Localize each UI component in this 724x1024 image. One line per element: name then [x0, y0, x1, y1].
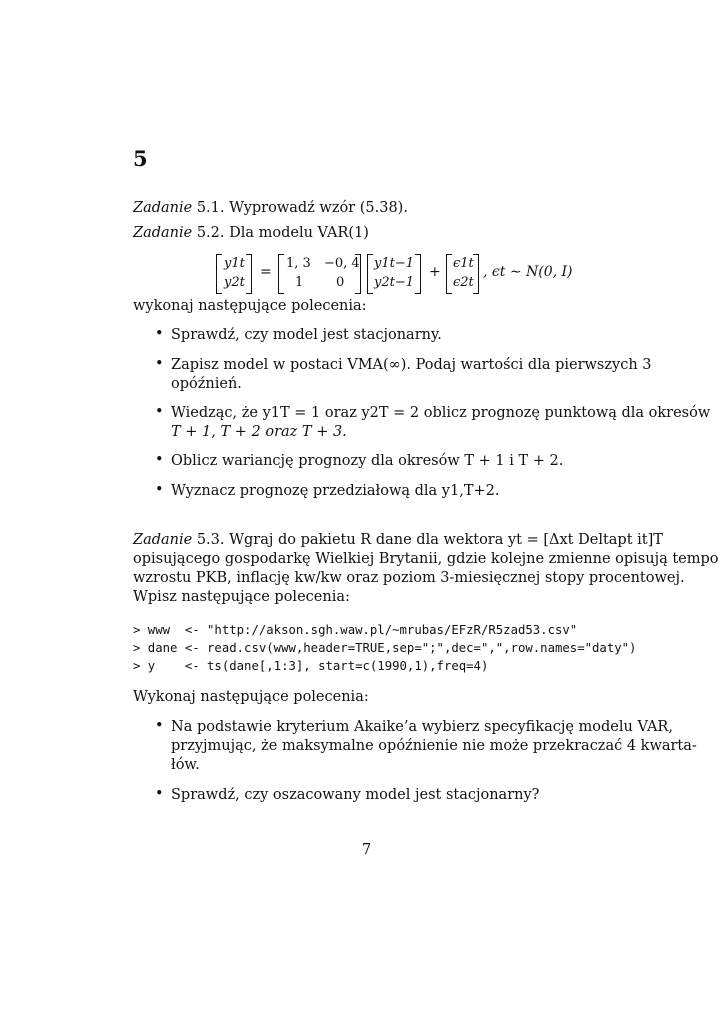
task-5-2: [133, 225, 369, 241]
task-5-3-text: wzrostu PKB, inflację kw/kw oraz poziom 3-miesięcznej stopy procentowej.: [133, 570, 685, 586]
matrix-a11: 1, 3: [286, 256, 311, 271]
bracket-left: [278, 254, 284, 294]
error-e1: ϵ1t: [453, 256, 474, 271]
list-item-text: Sprawdź, czy oszacowany model jest stacjonarny?: [171, 787, 540, 803]
matrix-a12: −0, 4: [324, 256, 360, 271]
task-5-3-intro: Wykonaj następujące polecenia:: [133, 689, 369, 705]
list-item-text: Na podstawie kryterium Akaike’a wybierz specyfikację modelu VAR,: [171, 719, 673, 735]
task-5-1: [133, 200, 408, 216]
list-item-text: Sprawdź, czy model jest stacjonarny.: [171, 327, 442, 343]
task-text: Dla modelu VAR(1): [229, 225, 369, 241]
list-item-text-cont: łów.: [171, 757, 200, 773]
error-distribution: , ϵt ∼ N(0, I): [483, 264, 573, 280]
bracket-left: [367, 254, 373, 294]
chapter-heading: 5: [133, 146, 148, 171]
task-5-3-text: opisującego gospodarkę Wielkiej Brytanii, gdzie kolejne zmienne opisują tempo: [133, 551, 719, 567]
bullet-icon: •: [155, 718, 164, 734]
bracket-left: [446, 254, 452, 294]
bullet-icon: •: [155, 356, 164, 372]
bracket-right: [355, 254, 361, 294]
code-line: > www <- "http://akson.sgh.waw.pl/~mrubas/EFzR/R5zad53.csv": [133, 623, 578, 637]
lhs-y2: y2t: [224, 275, 245, 290]
equals-sign: =: [260, 264, 272, 280]
bracket-left: [216, 254, 222, 294]
bracket-right: [415, 254, 421, 294]
plus-sign: +: [429, 264, 441, 280]
error-e2: ϵ2t: [453, 275, 474, 290]
bullet-icon: •: [155, 482, 164, 498]
bullet-icon: •: [155, 404, 164, 420]
task-5-3: [133, 532, 663, 548]
bracket-right: [246, 254, 252, 294]
task-5-2-intro: wykonaj następujące polecenia:: [133, 298, 367, 314]
lag-y1: y1t−1: [374, 256, 415, 271]
page-number: 7: [362, 842, 372, 858]
lag-y2: y2t−1: [374, 275, 415, 290]
task-number: 5.1.: [196, 200, 225, 216]
list-item-text-cont: opóźnień.: [171, 376, 242, 392]
list-item-text-cont: przyjmując, że maksymalne opóźnienie nie może przekraczać 4 kwarta-: [171, 738, 697, 754]
list-item-text: Wiedząc, że y1T = 1 oraz y2T = 2 oblicz prognozę punktową dla okresów: [171, 405, 711, 421]
list-item-text: Wyznacz prognozę przedziałową dla y1,T+2.: [171, 483, 500, 499]
list-item-text-cont: T + 1, T + 2 oraz T + 3.: [171, 424, 347, 440]
task-label: Zadanie: [133, 225, 193, 241]
matrix-a22: 0: [336, 275, 345, 290]
task-number: 5.3.: [196, 532, 225, 548]
list-item-text: Zapisz model w postaci VMA(∞). Podaj wartości dla pierwszych 3: [171, 357, 652, 373]
task-label: Zadanie: [133, 532, 193, 548]
code-line: > y <- ts(dane[,1:3], start=c(1990,1),freq=4): [133, 659, 489, 673]
bracket-right: [473, 254, 479, 294]
code-line: > dane <- read.csv(www,header=TRUE,sep=";",dec=",",row.names="daty"): [133, 641, 637, 655]
bullet-icon: •: [155, 786, 164, 802]
bullet-icon: •: [155, 326, 164, 342]
task-number: 5.2.: [196, 225, 225, 241]
lhs-y1: y1t: [224, 256, 245, 271]
bullet-icon: •: [155, 452, 164, 468]
matrix-a21: 1: [295, 275, 304, 290]
task-label: Zadanie: [133, 200, 193, 216]
task-text: Wyprowadź wzór (5.38).: [229, 200, 408, 216]
task-text: Wgraj do pakietu R dane dla wektora yt = [Δxt Deltapt it]T: [229, 532, 663, 548]
task-5-3-text: Wpisz następujące polecenia:: [133, 589, 350, 605]
list-item-text: Oblicz wariancję prognozy dla okresów T + 1 i T + 2.: [171, 453, 564, 469]
